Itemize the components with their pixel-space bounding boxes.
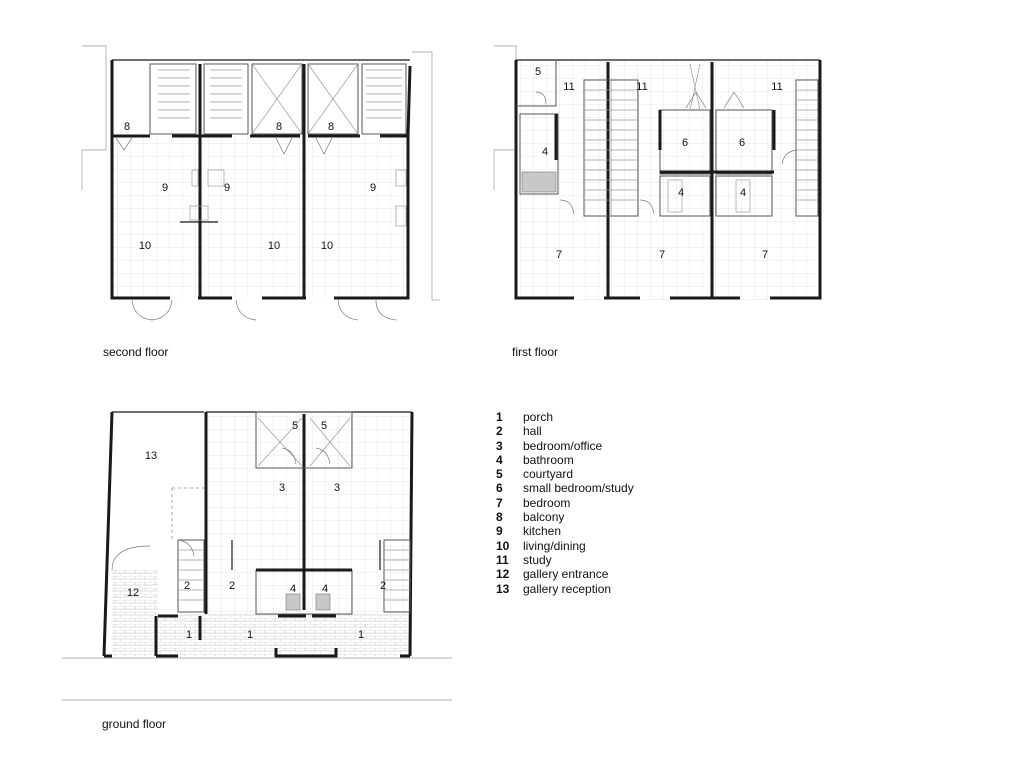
room-label: 4 (739, 186, 747, 199)
legend-text: gallery reception (523, 581, 612, 596)
second-floor-plan (82, 46, 440, 320)
legend-number: 6 (496, 481, 503, 496)
room-label: 2 (379, 579, 387, 592)
room-label: 1 (357, 628, 365, 641)
room-label: 10 (267, 239, 281, 252)
room-label: 10 (138, 239, 152, 252)
legend-text: bathroom (523, 452, 574, 467)
room-label: 4 (541, 145, 549, 158)
second-floor-caption: second floor (103, 345, 169, 359)
legend-item (496, 582, 634, 596)
first-floor-caption: first floor (512, 345, 559, 359)
room-label: 10 (320, 239, 334, 252)
ground-floor-caption: ground floor (102, 717, 167, 731)
legend-number: 10 (496, 538, 510, 553)
legend-item (496, 496, 634, 510)
room-label: 2 (228, 579, 236, 592)
room-label: 8 (275, 120, 283, 133)
legend-number: 9 (496, 524, 503, 539)
room-label: 5 (534, 65, 542, 78)
room-label: 9 (369, 181, 377, 194)
legend-item (496, 424, 634, 438)
legend-item (496, 510, 634, 524)
legend-item (496, 481, 634, 495)
room-label: 13 (144, 449, 158, 462)
legend-item (496, 467, 634, 481)
room-label: 11 (636, 80, 648, 93)
legend-item (496, 553, 634, 567)
room-label: 11 (771, 80, 783, 93)
room-label: 9 (161, 181, 169, 194)
room-label: 2 (183, 579, 191, 592)
legend-item (496, 439, 634, 453)
legend-number: 13 (496, 581, 510, 596)
legend-text: balcony (523, 510, 565, 525)
legend-item (496, 410, 634, 424)
legend-number: 7 (496, 495, 503, 510)
legend-item (496, 567, 634, 581)
ground-floor-plan (62, 412, 452, 700)
legend-number: 5 (496, 467, 503, 482)
room-label: 5 (320, 419, 328, 432)
legend-item (496, 524, 634, 538)
room-label: 7 (658, 248, 666, 261)
legend-text: bedroom/office (523, 438, 603, 453)
legend-text: bedroom (523, 495, 571, 510)
legend-text: living/dining (523, 538, 586, 553)
room-legend (496, 410, 634, 596)
legend-number: 12 (496, 567, 510, 582)
room-label: 11 (563, 80, 575, 93)
room-label: 1 (246, 628, 254, 641)
room-label: 4 (289, 582, 297, 595)
room-label: 1 (185, 628, 193, 641)
room-label: 9 (223, 181, 231, 194)
room-label: 3 (278, 481, 286, 494)
room-label: 8 (327, 120, 335, 133)
legend-number: 2 (496, 424, 503, 439)
room-label: 6 (681, 136, 689, 149)
legend-text: hall (523, 424, 542, 439)
room-label: 4 (321, 582, 329, 595)
room-label: 6 (738, 136, 746, 149)
legend-text: study (523, 552, 552, 567)
room-label: 5 (291, 419, 299, 432)
room-label: 7 (761, 248, 769, 261)
room-label: 12 (126, 586, 140, 599)
legend-item (496, 453, 634, 467)
room-label: 8 (123, 120, 131, 133)
legend-text: courtyard (523, 467, 574, 482)
room-label: 7 (555, 248, 563, 261)
legend-text: gallery entrance (523, 567, 609, 582)
legend-text: kitchen (523, 524, 562, 539)
legend-item (496, 539, 634, 553)
legend-number: 1 (496, 410, 503, 424)
room-label: 4 (677, 186, 685, 199)
room-label: 3 (333, 481, 341, 494)
legend-number: 3 (496, 438, 503, 453)
legend-text: porch (523, 410, 554, 424)
legend-text: small bedroom/study (523, 481, 634, 496)
legend-number: 11 (496, 552, 509, 567)
legend-number: 8 (496, 510, 503, 525)
legend-number: 4 (496, 452, 503, 467)
